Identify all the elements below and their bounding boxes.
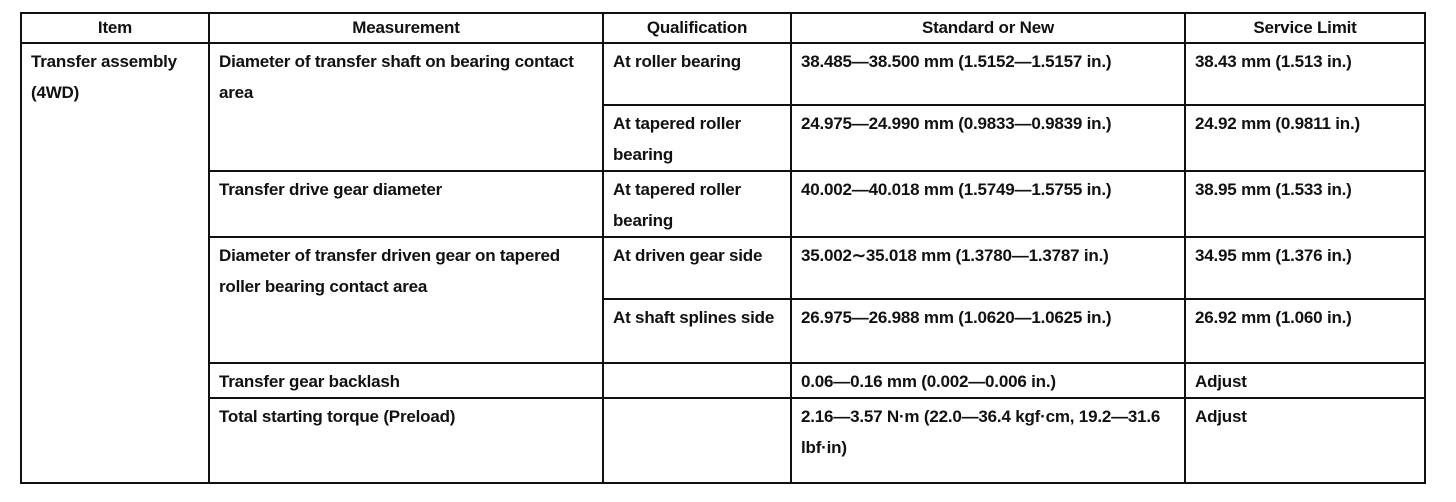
service-limit-cell: 38.43 mm (1.513 in.) — [1185, 43, 1425, 105]
qualification-cell — [603, 363, 791, 398]
table-row — [21, 43, 1425, 105]
service-limit-cell: 38.95 mm (1.533 in.) — [1185, 171, 1425, 237]
measurement-cell: Total starting torque (Preload) — [209, 398, 603, 483]
measurement-cell: Transfer drive gear diameter — [209, 171, 603, 237]
qualification-cell: At tapered roller bearing — [603, 171, 791, 237]
header-measurement: Measurement — [209, 13, 603, 43]
service-limit-cell: Adjust — [1185, 363, 1425, 398]
measurement-cell: Diameter of transfer shaft on bearing contact area — [209, 43, 603, 171]
spec-table — [20, 12, 1426, 484]
standard-cell: 35.002∼35.018 mm (1.3780—1.3787 in.) — [791, 237, 1185, 299]
item-cell: Transfer assembly (4WD) — [21, 43, 209, 483]
qualification-cell: At shaft splines side — [603, 299, 791, 363]
service-limit-cell: Adjust — [1185, 398, 1425, 483]
qualification-cell — [603, 398, 791, 483]
standard-cell: 2.16—3.57 N·m (22.0—36.4 kgf·cm, 19.2—31.6 lbf·in) — [791, 398, 1185, 483]
standard-cell: 38.485—38.500 mm (1.5152—1.5157 in.) — [791, 43, 1185, 105]
standard-cell: 26.975—26.988 mm (1.0620—1.0625 in.) — [791, 299, 1185, 363]
measurement-cell: Transfer gear backlash — [209, 363, 603, 398]
table-header-row — [21, 13, 1425, 43]
qualification-cell: At driven gear side — [603, 237, 791, 299]
measurement-cell: Diameter of transfer driven gear on tapered roller bearing contact area — [209, 237, 603, 363]
table-row — [21, 171, 1425, 237]
table-row — [21, 398, 1425, 483]
standard-cell: 0.06—0.16 mm (0.002—0.006 in.) — [791, 363, 1185, 398]
header-service-limit: Service Limit — [1185, 13, 1425, 43]
service-limit-cell: 24.92 mm (0.9811 in.) — [1185, 105, 1425, 171]
standard-cell: 40.002—40.018 mm (1.5749—1.5755 in.) — [791, 171, 1185, 237]
table-row — [21, 237, 1425, 299]
qualification-cell: At tapered roller bearing — [603, 105, 791, 171]
service-limit-cell: 34.95 mm (1.376 in.) — [1185, 237, 1425, 299]
header-standard: Standard or New — [791, 13, 1185, 43]
service-limit-cell: 26.92 mm (1.060 in.) — [1185, 299, 1425, 363]
standard-cell: 24.975—24.990 mm (0.9833—0.9839 in.) — [791, 105, 1185, 171]
header-item: Item — [21, 13, 209, 43]
header-qualification: Qualification — [603, 13, 791, 43]
table-row — [21, 363, 1425, 398]
qualification-cell: At roller bearing — [603, 43, 791, 105]
